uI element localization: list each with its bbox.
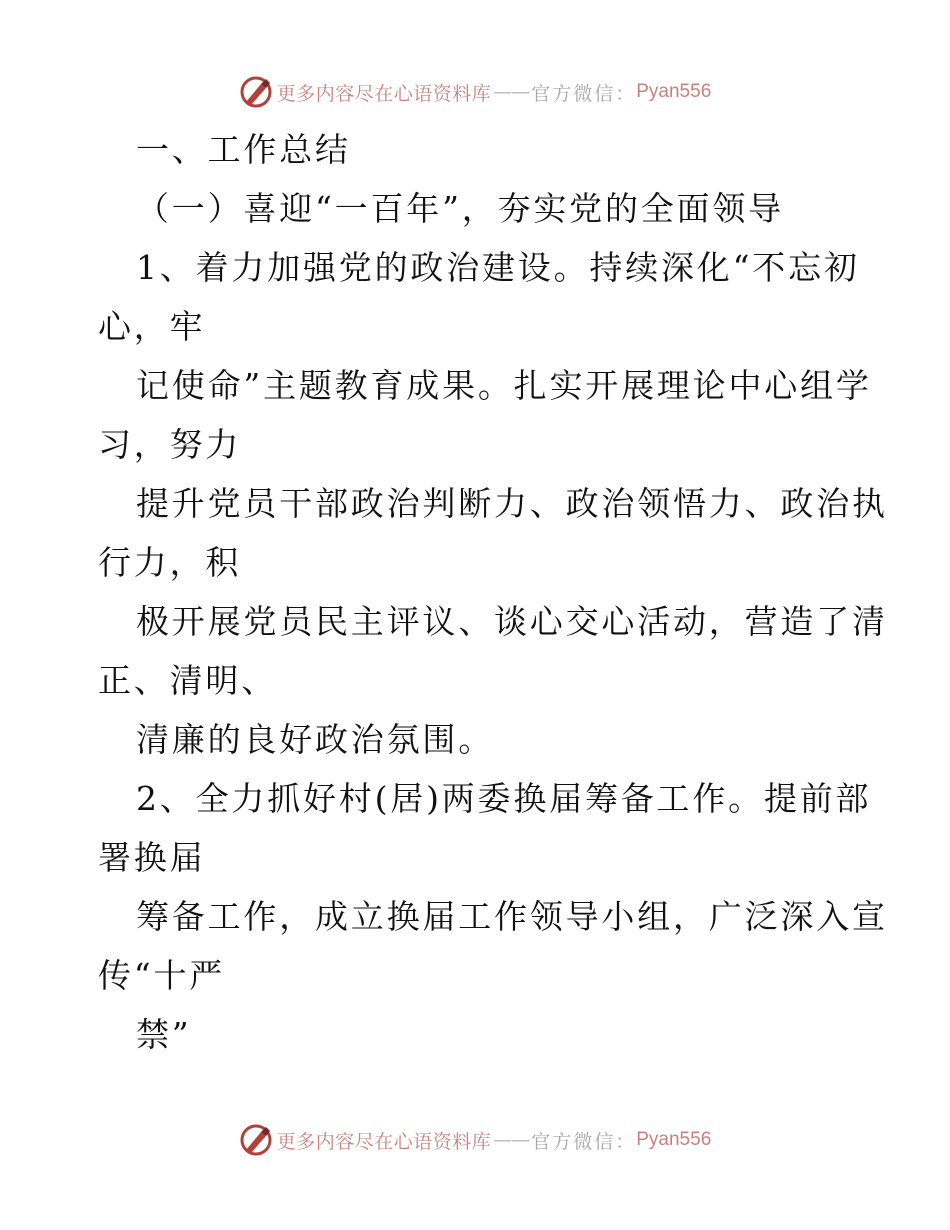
paragraph-line: 极开展党员民主评议、谈心交心活动，营造了清 — [136, 602, 888, 641]
paragraph-line: 行力，积 — [98, 543, 242, 582]
paragraph-line: 禁” — [136, 1015, 192, 1054]
paragraph-line: 筹备工作，成立换届工作领导小组，广泛深入宣 — [136, 897, 888, 936]
paragraph-line: 习，努力 — [98, 425, 242, 464]
watermark-wechat-label: 官方微信： — [531, 82, 637, 105]
watermark-wechat-id: Pyan556 — [636, 1129, 712, 1150]
paragraph-line: 2、全力抓好村(居)两委换届筹备工作。提前部 — [136, 779, 872, 818]
pen-logo-icon — [239, 75, 273, 109]
watermark-header — [0, 72, 950, 112]
watermark-footer — [0, 1120, 950, 1160]
paragraph-line: 传“十严 — [98, 956, 226, 995]
document-body — [98, 120, 888, 1064]
watermark-main-text: 更多内容尽在心语资料库 — [276, 1130, 492, 1153]
watermark-main-text: 更多内容尽在心语资料库 — [276, 82, 492, 105]
paragraph-line: 署换届 — [98, 838, 206, 877]
paragraph-line: 记使命”主题教育成果。扎实开展理论中心组学 — [136, 366, 872, 405]
pen-logo-icon — [239, 1123, 273, 1157]
watermark-dash: —— — [493, 81, 530, 103]
watermark-wechat-id: Pyan556 — [636, 81, 712, 102]
paragraph-line: 正、清明、 — [98, 661, 277, 700]
paragraph-line: 1、着力加强党的政治建设。持续深化“不忘初 — [136, 248, 860, 287]
subsection-heading: （一）喜迎“一百年”，夯实党的全面领导 — [136, 189, 784, 228]
paragraph-line: 心，牢 — [98, 307, 206, 346]
watermark-dash: —— — [493, 1129, 530, 1151]
paragraph-line: 清廉的良好政治氛围。 — [136, 720, 494, 759]
watermark-wechat-label: 官方微信： — [531, 1130, 637, 1153]
paragraph-line: 提升党员干部政治判断力、政治领悟力、政治执 — [136, 484, 888, 523]
section-heading: 一、工作总结 — [136, 130, 351, 169]
